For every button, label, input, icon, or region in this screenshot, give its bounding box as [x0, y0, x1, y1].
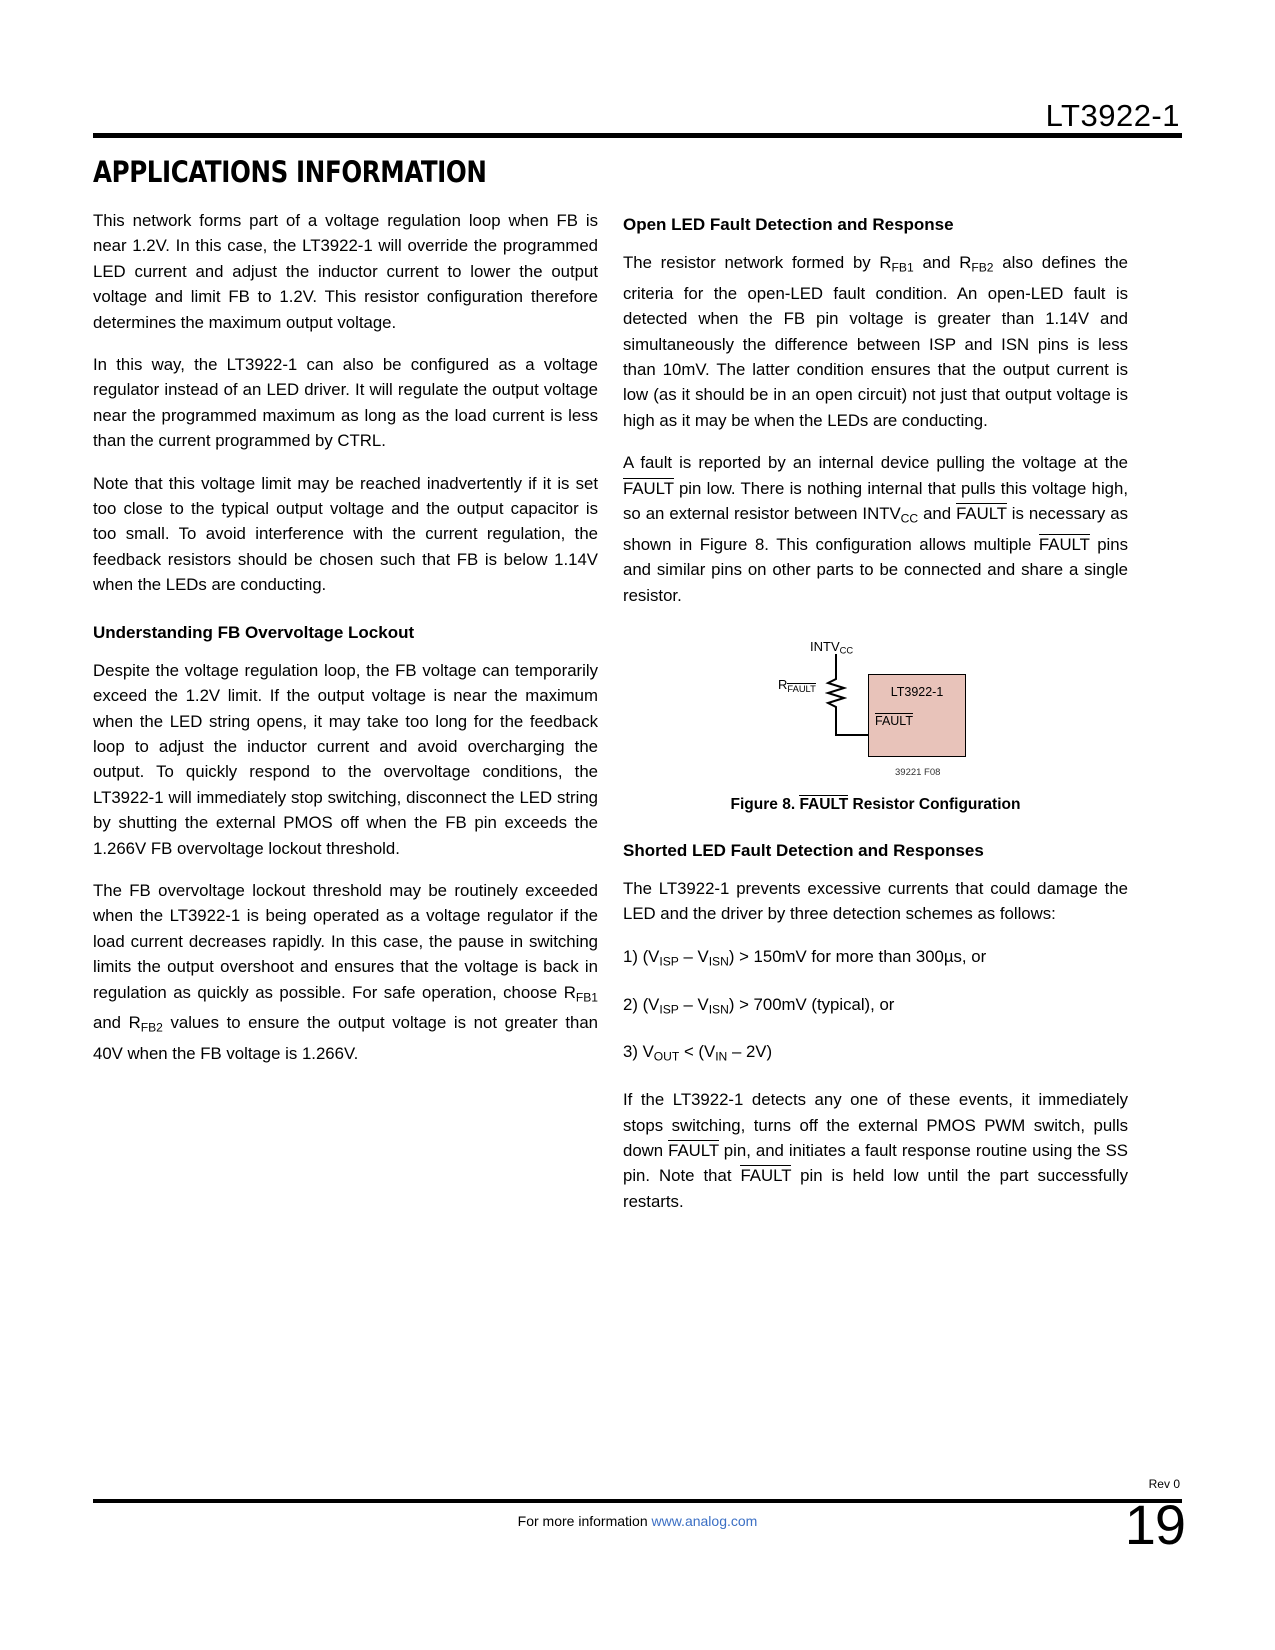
right-column: [623, 208, 1128, 1214]
subscript: CC: [839, 645, 854, 656]
text-run: 1) (V: [623, 946, 660, 966]
figure-8: [623, 634, 1128, 816]
overline-signal-fault: FAULT: [668, 1141, 719, 1160]
list-item: [623, 944, 1128, 975]
figure-caption: [623, 792, 1128, 817]
heading-shorted-led-fault: Shorted LED Fault Detection and Responses: [623, 841, 984, 861]
heading-open-led-fault: Open LED Fault Detection and Response: [623, 215, 954, 234]
text-run: INTV: [810, 639, 840, 655]
overline-signal-fault: FAULT: [1038, 534, 1090, 554]
text-run: R: [778, 677, 788, 693]
analog-website-link[interactable]: www.analog.com: [651, 1513, 758, 1529]
subscript: ISP: [659, 954, 679, 969]
overline-signal-fault: FAULT: [956, 504, 1007, 524]
paragraph: In this way, the LT3922-1 can also be configured as a voltage regulator instead of an LED driver. It will regulate the output voltage near the programmed maximum as long as the load current is less than the current programmed by CTRL.: [93, 355, 598, 451]
revision-label: Rev 0: [1148, 1477, 1180, 1491]
text-run: If the LT3922-1 detects any one of these events, it immediately stops switching, turns off the external PMOS PWM switch, pulls down: [623, 1090, 1128, 1160]
page-number: 19: [1124, 1493, 1185, 1556]
text-run: – 2V): [727, 1042, 773, 1062]
figure-label-rfault: [778, 672, 816, 702]
figure-label-intvcc: [810, 634, 853, 664]
resistor-symbol: [825, 676, 847, 714]
text-run: – V: [678, 946, 709, 966]
paragraph: [623, 1087, 1128, 1214]
subscript: IN: [715, 1049, 728, 1064]
text-run: – V: [678, 994, 709, 1014]
subscript: FAULT: [787, 683, 816, 694]
text-run: A fault is reported by an internal device pulling the voltage at the: [623, 453, 1128, 473]
page-title: APPLICATIONS INFORMATION: [93, 155, 487, 189]
text-run: The resistor network formed by R: [623, 253, 892, 272]
text-run: pin, and initiates a fault response routine using the SS pin. Note that: [623, 1141, 1128, 1186]
subscript: FB1: [575, 989, 598, 1004]
text-run: FAULT: [875, 714, 913, 729]
subscript: ISN: [708, 954, 729, 969]
wire-segment: [835, 734, 870, 736]
text-run: and R: [913, 253, 972, 272]
list-item: [623, 992, 1128, 1023]
header-divider: [93, 133, 1182, 138]
text-run: also defines the criteria for the open-LED fault condition. An open-LED fault is detected when the FB pin voltage is greater than 1.14V and simultaneously the difference between ISP and ISN pins is less than 10mV. The latter condition ensures that the output current is low (as it should be in an open circuit) not just that output voltage is high as it may be when the LEDs are conducting.: [623, 253, 1128, 430]
paragraph: Despite the voltage regulation loop, the FB voltage can temporarily exceed the 1.2V limit. If the output voltage is near the maximum when the LED string opens, it may take too long for the feedback loop to adjust the inductor current and avoid overcharging the output. To quickly respond to the overvoltage conditions, the LT3922-1 will immediately stop switching, disconnect the LED string by shutting the external PMOS off when the FB pin exceeds the 1.266V FB overvoltage lockout threshold.: [93, 660, 598, 858]
text-run: is necessary as shown in Figure 8. This configuration allows multiple: [623, 504, 1129, 554]
ic-part-label: LT3922-1: [890, 685, 944, 700]
left-column: [93, 208, 598, 1067]
overline-signal-fault: FAULT: [623, 478, 674, 498]
text-run: Figure 8.: [730, 796, 800, 814]
text-run: 2) (V: [623, 994, 660, 1014]
subscript: FB1: [891, 260, 914, 275]
text-run: ) > 150mV for more than 300µs, or: [728, 946, 987, 966]
text-run: For more information: [517, 1513, 652, 1529]
paragraph: [623, 450, 1128, 608]
subscript: FB2: [971, 260, 994, 275]
overline-signal-fault: FAULT: [740, 1166, 792, 1186]
text-run: The FB overvoltage lockout threshold may be routinely exceeded when the LT3922-1 is being operated as a voltage regulator if the load current decreases rapidly. In this case, the pause in switching limits the output overshoot and ensures that the voltage is back in regulation as quickly as possible. For safe operation, choose R: [93, 880, 598, 1002]
text-run: pin low. There is nothing internal that pulls this voltage high, so an external resistor between INTV: [623, 478, 1128, 524]
footer-divider: [93, 1499, 1182, 1503]
text-run: and: [918, 504, 957, 524]
footer-info: [0, 1513, 1275, 1529]
text-run: Resistor Configuration: [848, 796, 1021, 814]
paragraph: Note that this voltage limit may be reached inadvertently if it is set too close to the typical output voltage and the output capacitor is too small. To avoid interference with the current regulation, the feedback resistors should be chosen such that FB is below 1.14V when the LEDs are conducting.: [93, 473, 598, 595]
subscript: ISN: [708, 1002, 729, 1016]
part-number: LT3922-1: [1045, 98, 1180, 133]
subscript: ISP: [659, 1002, 679, 1016]
subscript: FB2: [140, 1020, 163, 1035]
figure-id-code: 39221 F08: [895, 767, 941, 779]
list-item: [623, 1039, 1128, 1070]
overline-signal-fault: FAULT: [799, 796, 849, 814]
wire-segment: [835, 712, 837, 736]
paragraph: [93, 878, 598, 1067]
paragraph: The LT3922-1 prevents excessive currents that could damage the LED and the driver by three detection schemes as follows:: [623, 879, 1128, 924]
text-run: pins and similar pins on other parts to be connected and share a single resistor.: [623, 534, 1128, 605]
text-run: 3) V: [623, 1042, 654, 1062]
text-run: ) > 700mV (typical), or: [728, 994, 895, 1014]
heading-fb-overvoltage-lockout: Understanding FB Overvoltage Lockout: [93, 622, 415, 642]
wire-segment: [835, 654, 837, 678]
subscript: CC: [900, 511, 919, 526]
ic-pin-label-fault: [875, 709, 913, 734]
text-run: pin is held low until the part successfully restarts.: [623, 1166, 1129, 1211]
paragraph: [623, 250, 1128, 433]
text-run: < (V: [679, 1042, 716, 1062]
text-run: and R: [93, 1013, 141, 1033]
subscript: OUT: [653, 1049, 680, 1064]
paragraph: This network forms part of a voltage regulation loop when FB is near 1.2V. In this case, the LT3922-1 will override the programmed LED current and adjust the inductor current to lower the output voltage and limit FB to 1.2V. This resistor configuration therefore determines the maximum output voltage.: [93, 211, 598, 332]
text-run: values to ensure the output voltage is not greater than 40V when the FB voltage is 1.266V.: [93, 1013, 598, 1064]
